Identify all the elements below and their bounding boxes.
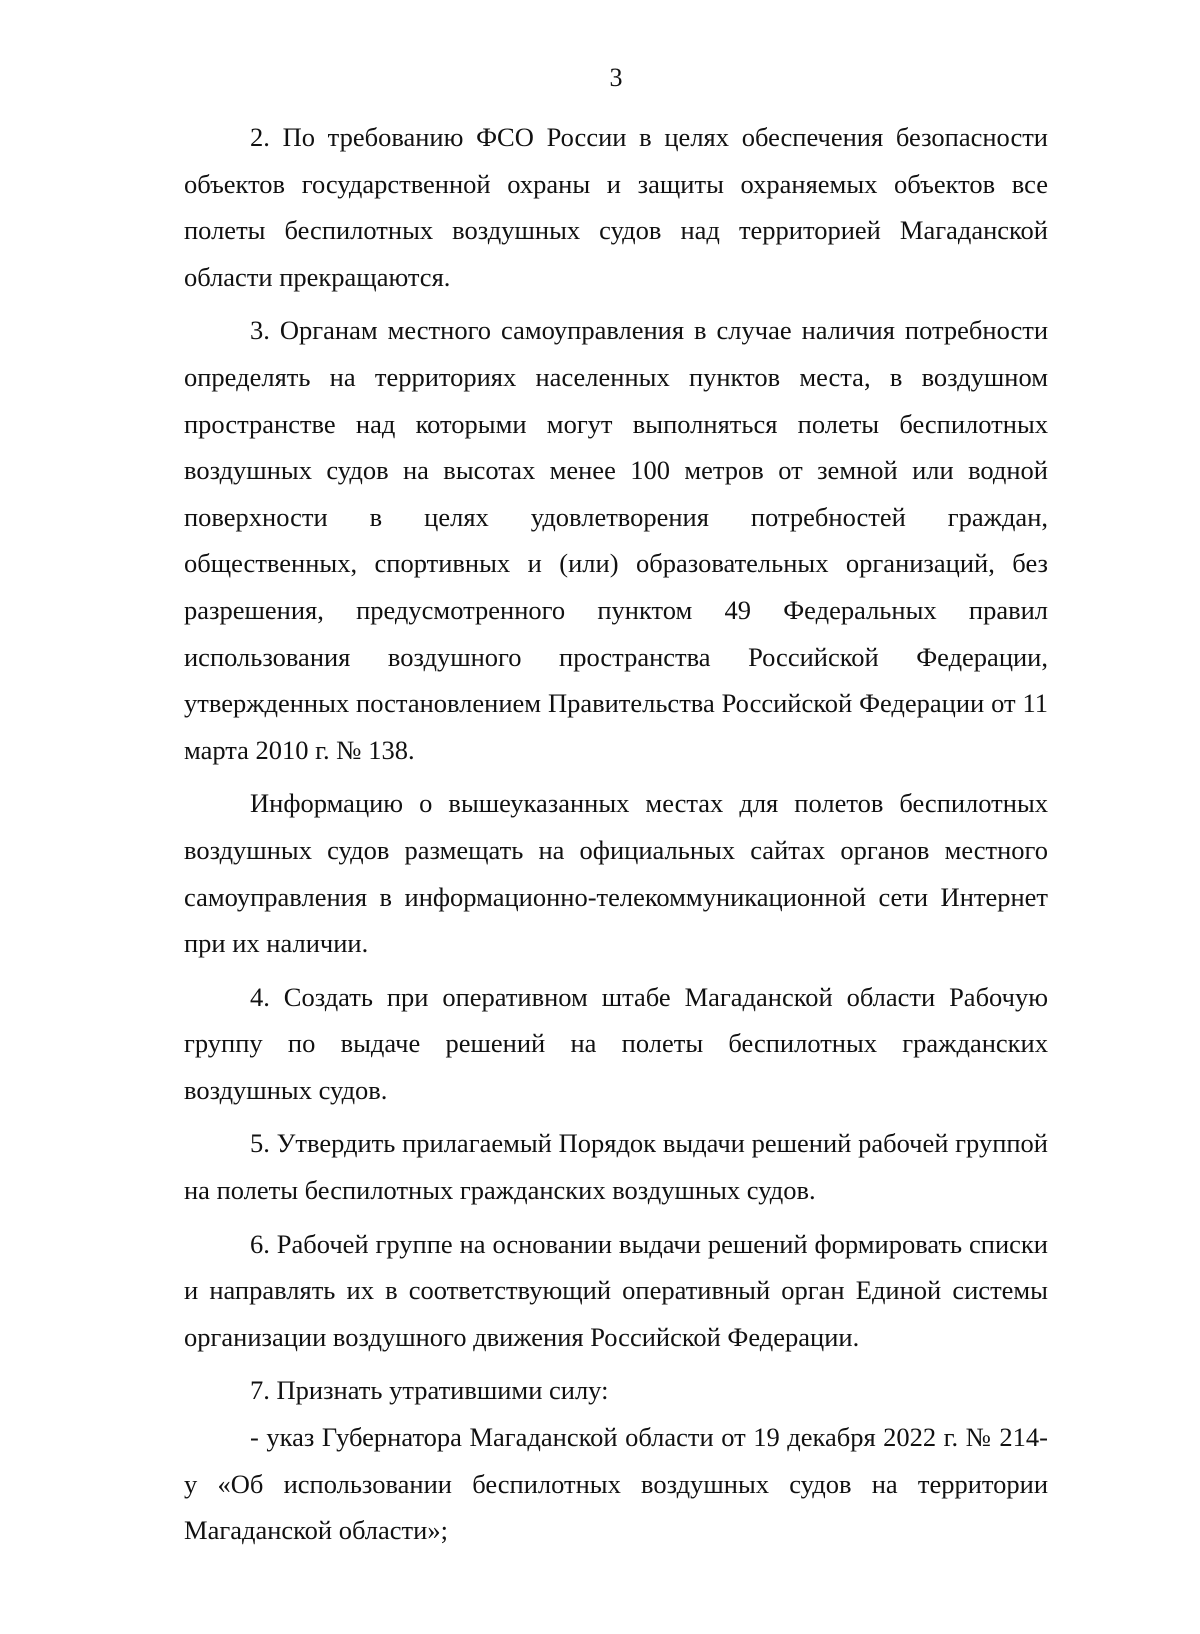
paragraph-item-3-info: Информацию о вышеуказанных местах для полетов беспилотных воздушных судов размещать на официальных сайтах органов местного самоуправления в информационно-телекоммуникационной сети Интернет при их наличии. bbox=[184, 788, 1048, 959]
paragraph-item-7: 7. Признать утратившими силу: bbox=[250, 1375, 609, 1406]
paragraph-item-3: 3. Органам местного самоуправления в случае наличия потребности определять на территориях населенных пунктов места, в воздушном пространстве над которыми могут выполняться полеты беспилотных воздушных судов на высотах менее 100 метров от земной или водной поверхности в целях удовлетворения потребностей граждан, общественных, спортивных и (или) образовательных организаций, без разрешения, предусмотренного пунктом 49 Федеральных правил использования воздушного пространства Российской Федерации, утвержденных постановлением Правительства Российской Федерации от 11 марта 2010 г. № 138. bbox=[184, 315, 1048, 765]
page-number: 3 bbox=[609, 63, 623, 92]
paragraph-item-6: 6. Рабочей группе на основании выдачи решений формировать списки и направлять их в соответствующий оперативный орган Единой системы организации воздушного движения Российской Федерации. bbox=[184, 1228, 1048, 1352]
paragraph-item-7-subitem: - указ Губернатора Магаданской области от 19 декабря 2022 г. № 214-у «Об использовании беспилотных воздушных судов на территории Магаданской области»; bbox=[184, 1422, 1048, 1546]
paragraph-item-2: 2. По требованию ФСО России в целях обеспечения безопасности объектов государственной охраны и защиты охраняемых объектов все полеты беспилотных воздушных судов над территорией Магаданской области прекращаются. bbox=[184, 122, 1048, 292]
document-body bbox=[184, 114, 1048, 1554]
paragraph-item-4: 4. Создать при оперативном штабе Магаданской области Рабочую группу по выдаче решений на полеты беспилотных гражданских воздушных судов. bbox=[184, 981, 1048, 1105]
paragraph-item-5: 5. Утвердить прилагаемый Порядок выдачи решений рабочей группой на полеты беспилотных гражданских воздушных судов. bbox=[184, 1128, 1048, 1206]
